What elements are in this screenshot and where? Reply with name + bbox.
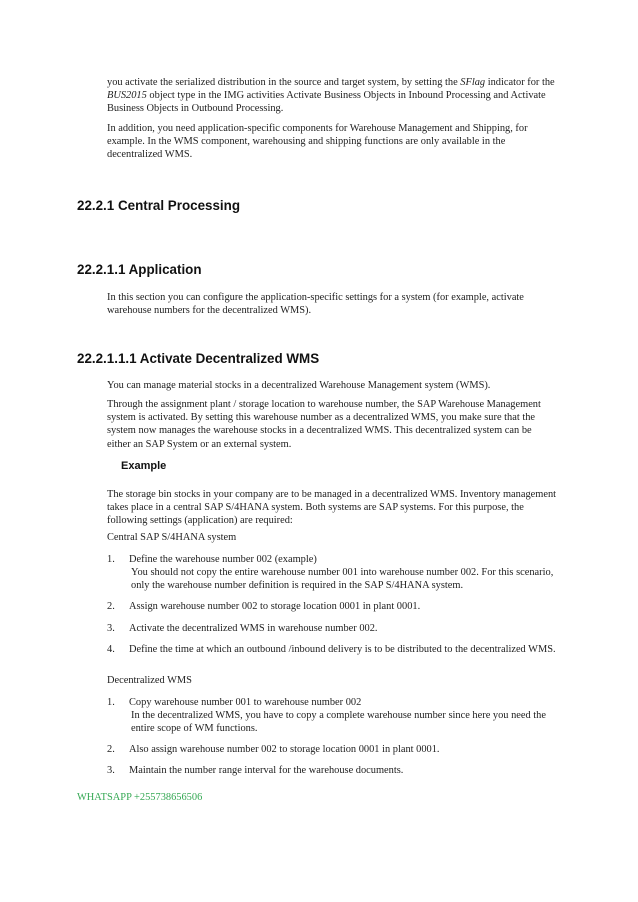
list-text: Maintain the number range interval for the warehouse documents. bbox=[129, 765, 404, 776]
list-number: 2. bbox=[107, 744, 115, 755]
heading-example: Example bbox=[121, 460, 167, 472]
text-run: object type in the IMG activities Activate Business Objects in Inbound Processing and Activate Business Objects in Outbound Processing. bbox=[107, 90, 546, 115]
list-subtext: In the decentralized WMS, you have to copy a complete warehouse number since here you need the entire scope of WM functions. bbox=[131, 710, 546, 735]
list-number: 1. bbox=[107, 697, 115, 708]
list-text: Define the warehouse number 002 (example) bbox=[129, 554, 317, 565]
central-system-label: Central SAP S/4HANA system bbox=[107, 532, 237, 543]
text-run: you activate the serialized distribution in the source and target system, by setting the bbox=[107, 77, 461, 88]
heading-central-processing: 22.2.1 Central Processing bbox=[77, 198, 240, 213]
heading-application: 22.2.1.1 Application bbox=[77, 262, 202, 277]
list-text: Copy warehouse number 001 to warehouse number 002 bbox=[129, 697, 362, 708]
list-text: Define the time at which an outbound /inbound delivery is to be distributed to the decentralized WMS. bbox=[129, 644, 556, 655]
requirements-paragraph: In addition, you need application-specific components for Warehouse Management and Shipping, for example. In the WMS component, warehousing and shipping functions are only available in the decentralized WMS. bbox=[107, 123, 528, 161]
list-number: 3. bbox=[107, 623, 115, 634]
storage-bin-paragraph: The storage bin stocks in your company are to be managed in a decentralized WMS. Inventory management takes place in a central SAP S/4HANA system. Both systems are SAP systems. For this purpose, the following settings (application) are required: bbox=[107, 489, 557, 527]
heading-activate-decentralized-wms: 22.2.1.1.1 Activate Decentralized WMS bbox=[77, 351, 320, 366]
list-subtext: You should not copy the entire warehouse number 001 into warehouse number 002. For this scenario, only the warehouse number definition is required in the SAP S/4HANA system. bbox=[131, 567, 554, 592]
list-text: Also assign warehouse number 002 to storage location 0001 in plant 0001. bbox=[129, 744, 440, 755]
decentralized-wms-label: Decentralized WMS bbox=[107, 675, 192, 686]
italic-term: BUS2015 bbox=[107, 90, 147, 102]
intro-paragraph bbox=[107, 76, 557, 116]
list-number: 1. bbox=[107, 554, 115, 565]
text-run: indicator for the bbox=[485, 77, 555, 88]
list-number: 2. bbox=[107, 601, 115, 612]
application-paragraph: In this section you can configure the application-specific settings for a system (for example, activate warehouse numbers for the decentralized WMS). bbox=[107, 292, 524, 317]
whatsapp-footer: WHATSAPP +255738656506 bbox=[77, 792, 203, 803]
italic-term: SFlag bbox=[460, 77, 486, 88]
assignment-paragraph: Through the assignment plant / storage location to warehouse number, the SAP Warehouse Management system is activated. By setting this warehouse number as a decentralized WMS, you make sure that the system now manages the warehouse stocks in a decentralized WMS. This decentralized system can be either an SAP System or an external system. bbox=[107, 399, 541, 450]
list-text: Assign warehouse number 002 to storage location 0001 in plant 0001. bbox=[129, 601, 421, 612]
list-text: Activate the decentralized WMS in warehouse number 002. bbox=[129, 623, 378, 634]
manage-stocks-paragraph: You can manage material stocks in a decentralized Warehouse Management system (WMS). bbox=[107, 380, 491, 391]
list-number: 4. bbox=[107, 644, 115, 655]
list-number: 3. bbox=[107, 765, 115, 776]
